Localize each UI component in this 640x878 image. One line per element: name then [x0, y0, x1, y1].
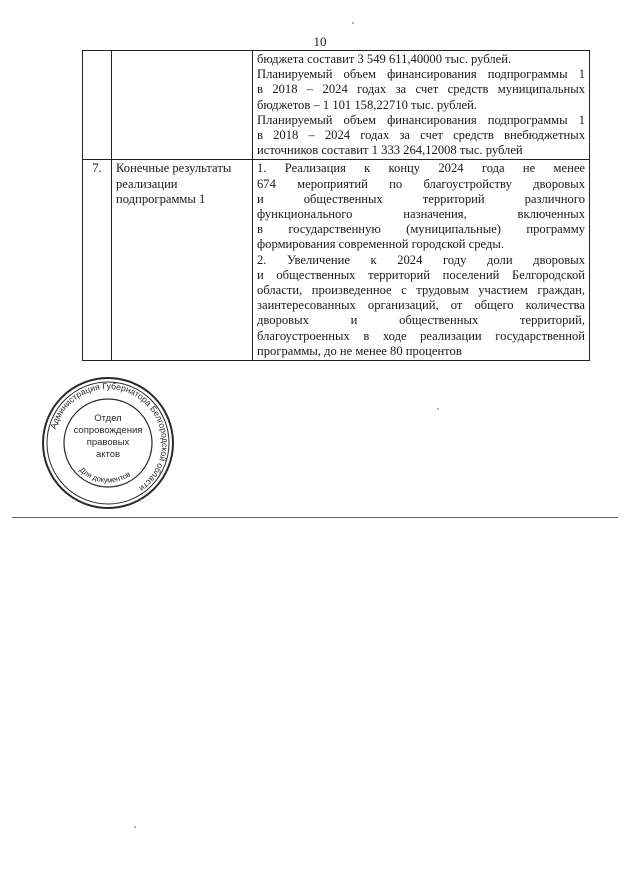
stamp-bottom-text: Для документов — [77, 465, 132, 485]
text-line: 1. Реализация к концу 2024 года не менее — [257, 161, 585, 176]
text-line: программы, до не менее 80 процентов — [257, 343, 462, 358]
text-line: и общественных территорий различного — [257, 191, 585, 206]
official-stamp — [40, 375, 176, 511]
scan-speck — [134, 826, 136, 828]
row-label — [112, 51, 253, 160]
document-table — [82, 50, 590, 361]
text-line: источников составит 1 333 264,12008 тыс. рублей — [257, 143, 523, 158]
paragraph — [257, 67, 585, 113]
text-line: в государственную (муниципальные) программу — [257, 222, 585, 237]
text-line: Планируемый объем финансирования подпрограммы 1 — [257, 67, 585, 82]
text-line: дворовых и общественных территорий, — [257, 313, 585, 328]
row-label: Конечные результаты реализации подпрограммы 1 — [112, 160, 253, 361]
text-line: области, произведенное с трудовым участием граждан, — [257, 283, 585, 298]
stamp-center-line: актов — [95, 449, 121, 460]
paragraph — [257, 253, 585, 359]
paragraph — [257, 113, 585, 159]
text-line: 674 мероприятий по благоустройству дворовых — [257, 176, 585, 191]
row-number — [83, 51, 112, 160]
text-line: и общественных территорий поселений Белгородской — [257, 267, 585, 282]
text-line: в 2018 – 2024 годах за счет средств внебюджетных — [257, 128, 585, 143]
scan-speck — [437, 408, 439, 410]
stamp-center-line: сопровождения — [73, 425, 143, 436]
row-number: 7. — [83, 160, 112, 361]
text-line: в 2018 – 2024 годах за счет средств муниципальных — [257, 82, 585, 97]
stamp-center-line: правовых — [86, 437, 130, 448]
scan-speck — [352, 22, 354, 24]
text-line: формирования современной городской среды. — [257, 237, 504, 252]
stamp-graphic — [40, 375, 176, 511]
text-line: бюджетов – 1 101 158,22710 тыс. рублей. — [257, 97, 478, 112]
text-line: 2. Увеличение к 2024 году доли дворовых — [257, 252, 585, 267]
text-line: благоустроенных в ходе реализации государственной — [257, 328, 585, 343]
page-number: 10 — [313, 34, 327, 49]
paragraph — [257, 161, 585, 252]
text-line: заинтересованных организаций, от общего количества — [257, 298, 585, 313]
row-content — [253, 160, 590, 361]
stamp-center-line: Отдел — [94, 413, 122, 424]
row-content — [253, 51, 590, 160]
text-line: функционального назначения, включенных — [257, 207, 585, 222]
horizontal-divider — [12, 517, 618, 518]
text-line: бюджета составит 3 549 611,40000 тыс. рублей. — [257, 52, 512, 66]
table-row — [83, 160, 590, 361]
paragraph — [257, 52, 585, 67]
stamp-outer-text: Администрация Губернатора Белгородской области — [47, 380, 171, 494]
table-row — [83, 51, 590, 160]
text-line: Планируемый объем финансирования подпрограммы 1 — [257, 112, 585, 127]
